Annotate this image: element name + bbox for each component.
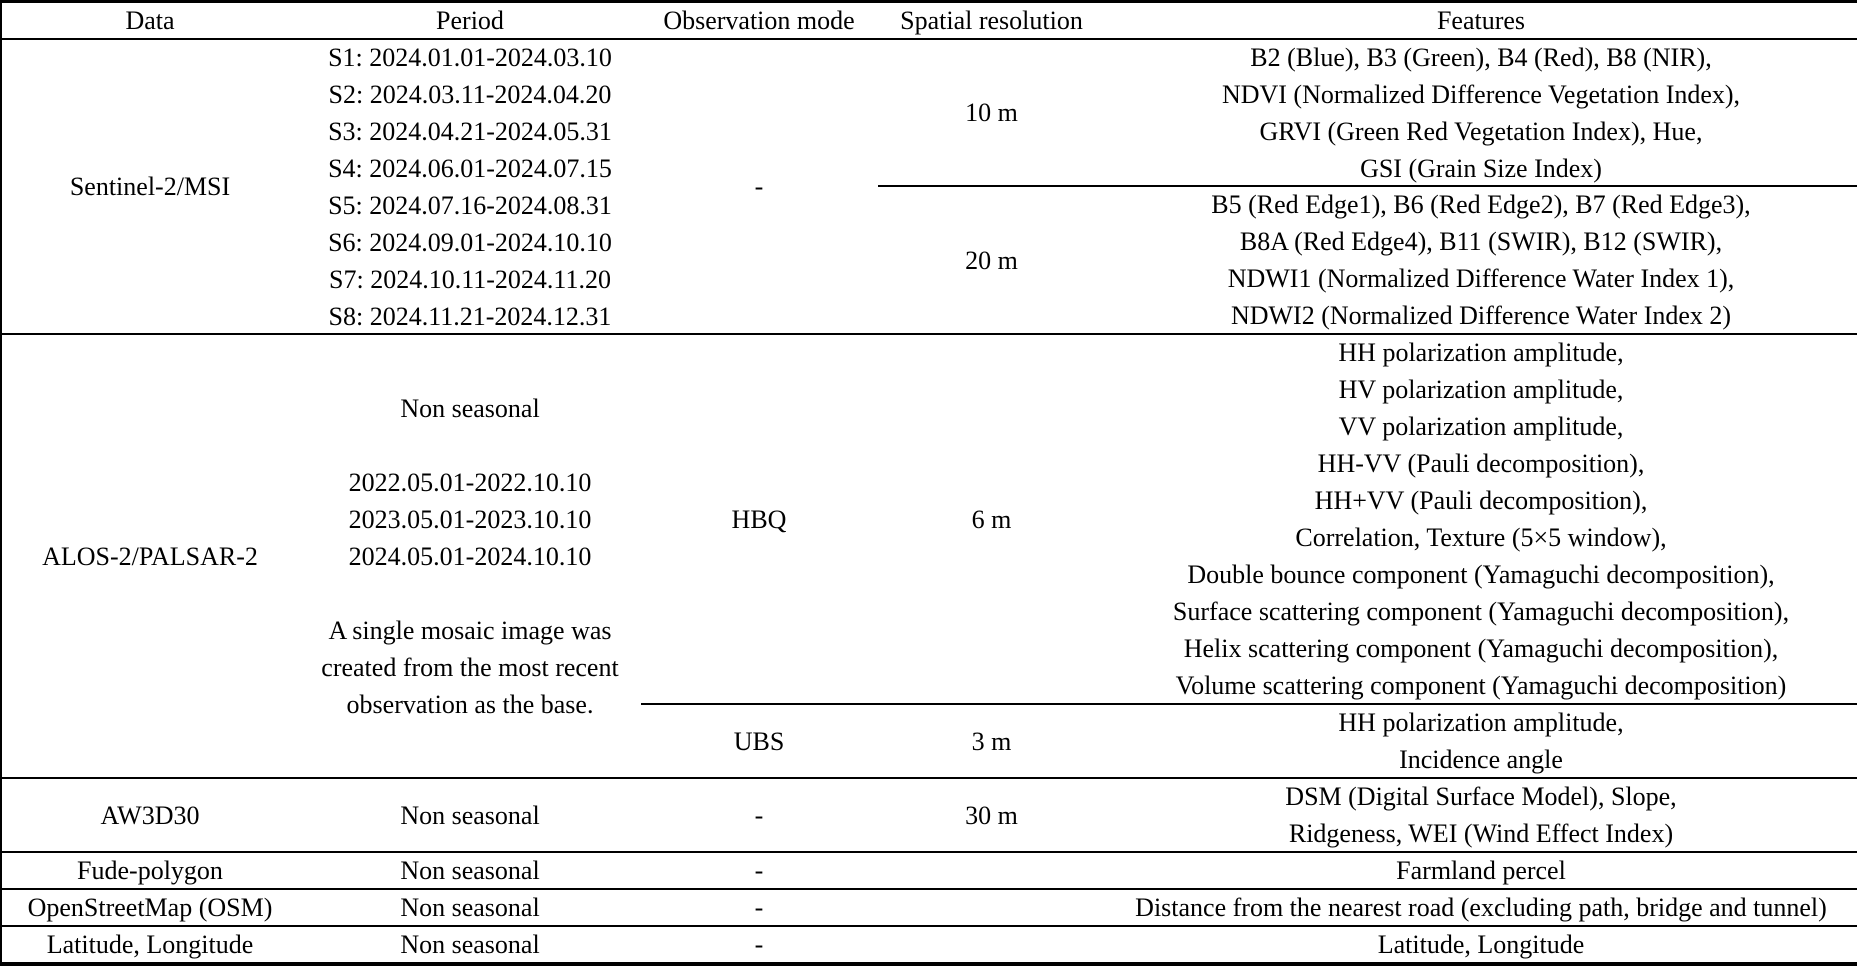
period-s4: S4: 2024.06.01-2024.07.15: [328, 153, 612, 183]
alos-data-label: ALOS-2/PALSAR-2: [42, 541, 258, 571]
alos-hbq-resolution-cell: [878, 335, 1105, 703]
latlon-features-cell: [1105, 927, 1857, 962]
latlon-mode-value: -: [754, 930, 764, 959]
feature-line: NDWI1 (Normalized Difference Water Index 1),: [1227, 264, 1735, 293]
latlon-data-cell: [0, 927, 300, 962]
aw3d30-data-label: AW3D30: [100, 800, 200, 830]
alos-period-label: Non seasonal: [400, 393, 540, 423]
feature-line: HH polarization amplitude,: [1338, 708, 1624, 737]
resolution-3m: 3 m: [971, 726, 1012, 756]
header-observation-mode: [640, 2, 878, 38]
resolution-20m: 20 m: [965, 245, 1018, 275]
sentinel-observation-mode-value: -: [754, 172, 764, 201]
feature-line: B8A (Red Edge4), B11 (SWIR), B12 (SWIR),: [1239, 227, 1723, 256]
fude-data-label: Fude-polygon: [77, 856, 223, 885]
fude-period-value: Non seasonal: [400, 856, 540, 885]
alos-period-range: 2024.05.01-2024.10.10: [348, 541, 592, 571]
alos-hbq-mode-cell: [640, 335, 878, 703]
fude-data-cell: [0, 853, 300, 888]
alos-ubs-resolution-cell: [878, 705, 1105, 777]
feature-line: B2 (Blue), B3 (Green), B4 (Red), B8 (NIR),: [1250, 42, 1712, 72]
aw3d30-period-cell: [300, 779, 640, 851]
header-features-label: Features: [1436, 5, 1526, 35]
feature-line: Distance from the nearest road (excluding path, bridge and tunnel): [1135, 893, 1827, 922]
osm-period-value: Non seasonal: [400, 893, 540, 922]
alos-period-note: created from the most recent: [321, 652, 619, 682]
fude-mode-value: -: [754, 856, 764, 885]
resolution-10m: 10 m: [965, 98, 1018, 127]
feature-line: GRVI (Green Red Vegetation Index), Hue,: [1259, 116, 1703, 146]
fude-period-cell: [300, 853, 640, 888]
latlon-period-value: Non seasonal: [400, 930, 540, 959]
feature-line: Farmland percel: [1396, 856, 1566, 885]
feature-line: HV polarization amplitude,: [1338, 375, 1624, 404]
period-s3: S3: 2024.04.21-2024.05.31: [328, 116, 612, 146]
alos-period-range: 2022.05.01-2022.10.10: [348, 467, 592, 497]
feature-line: B5 (Red Edge1), B6 (Red Edge2), B7 (Red Edge3),: [1211, 190, 1751, 219]
observation-mode-ubs: UBS: [733, 726, 785, 756]
header-features: [1105, 2, 1857, 38]
header-spatial-resolution-label: Spatial resolution: [900, 5, 1083, 35]
period-s2: S2: 2024.03.11-2024.04.20: [328, 79, 612, 109]
feature-line: Helix scattering component (Yamaguchi decomposition),: [1183, 634, 1779, 663]
header-period-label: Period: [436, 5, 504, 35]
alos-ubs-mode-cell: [640, 705, 878, 777]
alos-data-cell: [0, 335, 300, 777]
period-s5: S5: 2024.07.16-2024.08.31: [328, 190, 612, 220]
period-s6: S6: 2024.09.01-2024.10.10: [328, 227, 612, 257]
alos-hbq-features-cell: [1105, 335, 1857, 703]
osm-data-label: OpenStreetMap (OSM): [27, 893, 273, 922]
aw3d30-mode-cell: [640, 779, 878, 851]
feature-line: NDWI2 (Normalized Difference Water Index 2): [1230, 301, 1732, 330]
aw3d30-resolution-cell: [878, 779, 1105, 851]
resolution-6m: 6 m: [971, 504, 1012, 534]
fude-mode-cell: [640, 853, 878, 888]
feature-line: DSM (Digital Surface Model), Slope,: [1285, 782, 1677, 811]
latlon-period-cell: [300, 927, 640, 962]
feature-line: Double bounce component (Yamaguchi decomposition),: [1187, 560, 1775, 589]
header-period: [300, 2, 640, 38]
feature-line: Latitude, Longitude: [1377, 930, 1585, 959]
osm-mode-cell: [640, 890, 878, 925]
alos-period-note: observation as the base.: [346, 689, 594, 719]
period-s1: S1: 2024.01.01-2024.03.10: [328, 42, 612, 72]
aw3d30-period-value: Non seasonal: [400, 800, 540, 830]
sentinel-data-label: Sentinel-2/MSI: [69, 172, 231, 201]
header-data: [0, 2, 300, 38]
feature-line: Correlation, Texture (5×5 window),: [1295, 523, 1667, 552]
feature-line: HH-VV (Pauli decomposition),: [1317, 449, 1645, 478]
alos-period-cell: [300, 335, 640, 777]
sentinel-10m-features-cell: [1105, 40, 1857, 185]
observation-mode-hbq: HBQ: [731, 504, 787, 534]
osm-data-cell: [0, 890, 300, 925]
sentinel-20m-features-cell: [1105, 187, 1857, 333]
resolution-30m: 30 m: [965, 800, 1018, 830]
feature-line: Incidence angle: [1399, 745, 1563, 774]
aw3d30-features-cell: [1105, 779, 1857, 851]
header-observation-mode-label: Observation mode: [663, 5, 855, 35]
feature-line: GSI (Grain Size Index): [1360, 153, 1602, 183]
period-s7: S7: 2024.10.11-2024.11.20: [329, 264, 611, 294]
sentinel-data-cell: [0, 40, 300, 333]
sentinel-observation-mode-cell: [640, 40, 878, 333]
alos-period-range: 2023.05.01-2023.10.10: [348, 504, 592, 534]
period-s8: S8: 2024.11.21-2024.12.31: [328, 301, 612, 331]
sentinel-period-cell: [300, 40, 640, 333]
header-spatial-resolution: [878, 2, 1105, 38]
alos-ubs-features-cell: [1105, 705, 1857, 777]
aw3d30-mode-value: -: [754, 800, 764, 830]
latlon-mode-cell: [640, 927, 878, 962]
header-data-label: Data: [125, 5, 175, 35]
feature-line: HH+VV (Pauli decomposition),: [1314, 486, 1648, 515]
feature-line: Volume scattering component (Yamaguchi decomposition): [1175, 671, 1787, 700]
sentinel-10m-resolution-cell: [878, 40, 1105, 185]
feature-line: HH polarization amplitude,: [1338, 338, 1624, 367]
feature-line: Ridgeness, WEI (Wind Effect Index): [1288, 819, 1674, 848]
fude-features-cell: [1105, 853, 1857, 888]
latlon-data-label: Latitude, Longitude: [46, 930, 254, 959]
feature-line: NDVI (Normalized Difference Vegetation Index),: [1221, 79, 1741, 109]
feature-line: Surface scattering component (Yamaguchi decomposition),: [1172, 597, 1790, 626]
osm-features-cell: [1105, 890, 1857, 925]
aw3d30-data-cell: [0, 779, 300, 851]
osm-mode-value: -: [754, 893, 764, 922]
alos-period-note: A single mosaic image was: [328, 615, 612, 645]
sentinel-20m-resolution-cell: [878, 187, 1105, 333]
feature-line: VV polarization amplitude,: [1338, 412, 1624, 441]
osm-period-cell: [300, 890, 640, 925]
